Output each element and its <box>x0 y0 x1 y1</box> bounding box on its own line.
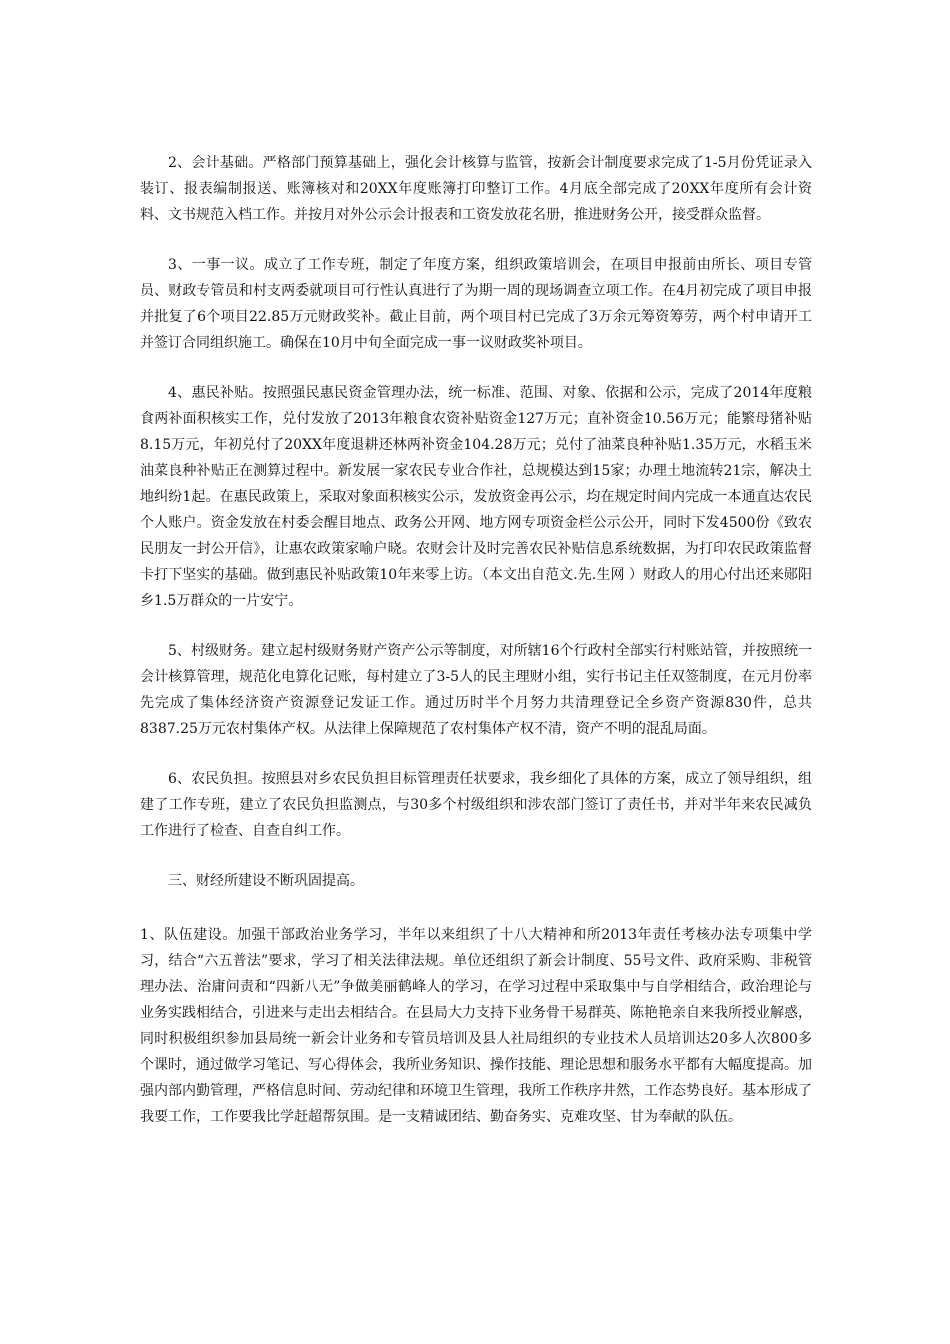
paragraph-team-building: 1、队伍建设。加强干部政治业务学习，半年以来组织了十八大精神和所2013年责任考核办法专项集中学习，结合“六五普法”要求，学习了相关法律法规。单位还组织了新会计制度、55号文件、政府采购、非税管理办法、治庸问责和“四新八无”争做美丽鹤峰人的学习，在学习过程中采取集中与自学相结合，政治理论与业务实践相结合，引进来与走出去相结合。在县局大力支持下业务骨干易群英、陈艳艳亲自来我所授业解惑，同时积极组织参加县局统一新会计业务和专管员培训及县人社局组织的专业技术人员培训达20多人次800多个课时，通过做学习笔记、写心得体会，我所业务知识、操作技能、理论思想和服务水平都有大幅度提高。加强内部内勤管理，严格信息时间、劳动纪律和环境卫生管理，我所工作秩序井然，工作态势良好。基本形成了我要工作，工作要我比学赶超帮氛围。是一支精诚团结、勤奋务实、克难攻坚、甘为奉献的队伍。 <box>140 927 812 1125</box>
paragraph-benefit-subsidies: 4、惠民补贴。按照强民惠民资金管理办法，统一标准、范围、对象、依据和公示，完成了2014年度粮食两补面积核实工作，兑付发放了2013年粮食农资补贴资金127万元；直补资金10.56万元；能繁母猪补贴8.15万元，年初兑付了20XX年度退耕还林两补资金104.28万元；兑付了油菜良种补贴1.35万元，水稻玉米油菜良种补贴正在测算过程中。新发展一家农民专业合作社，总规模达到15家；办理土地流转21宗，解决土地纠纷1起。在惠民政策上，采取对象面积核实公示，发放资金再公示，均在规定时间内完成一本通直达农民个人账户。资金发放在村委会醒目地点、政务公开网、地方网专项资金栏公示公开，同时下发4500份《致农民朋友一封公开信》，让惠农政策家喻户晓。农财会计及时完善农民补贴信息系统数据，为打印农民政策监督卡打下坚实的基础。做到惠民补贴政策10年来零上访。（本文出自范文.先.生网 ）财政人的用心付出还来郧阳乡1.5万群众的一片安宁。 <box>140 385 812 609</box>
section-heading: 三、财经所建设不断巩固提高。 <box>168 873 364 889</box>
paragraph-one-matter-one-discussion: 3、一事一议。成立了工作专班，制定了年度方案，组织政策培训会，在项目申报前由所长、项目专管员、财政专管员和村支两委就项目可行性认真进行了为期一周的现场调查立项工作。在4月初完成了项目申报并批复了6个项目22.85万元财政奖补。截止目前，两个项目村已完成了3万余元筹资筹劳，两个村申请开工并签订合同组织施工。确保在10月中旬全面完成一事一议财政奖补项目。 <box>140 257 812 351</box>
paragraph-farmer-burden: 6、农民负担。按照县对乡农民负担目标管理责任状要求，我乡细化了具体的方案，成立了领导组织，组建了工作专班，建立了农民负担监测点，与30多个村级组织和涉农部门签订了责任书，并对半年来农民减负工作进行了检查、自查自纠工作。 <box>140 771 812 839</box>
paragraph-village-finance: 5、村级财务。建立起村级财务财产资产公示等制度，对所辖16个行政村全部实行村账站管，并按照统一会计核算管理，规范化电算化记账，每村建立了3-5人的民主理财小组，实行书记主任双签制度，在元月份率先完成了集体经济资产资源登记发证工作。通过历时半个月努力共清理登记全乡资产资源830件，总共8387.25万元农村集体产权。从法律上保障规范了农村集体产权不清，资产不明的混乱局面。 <box>140 643 812 737</box>
document-body <box>140 150 812 1154</box>
paragraph-accounting-basics: 2、会计基础。严格部门预算基础上，强化会计核算与监管，按新会计制度要求完成了1-5月份凭证录入装订、报表编制报送、账簿核对和20XX年度账簿打印整订工作。4月底全部完成了20XX年度所有会计资料、文书规范入档工作。并按月对外公示会计报表和工资发放花名册，推进财务公开，接受群众监督。 <box>140 155 812 223</box>
